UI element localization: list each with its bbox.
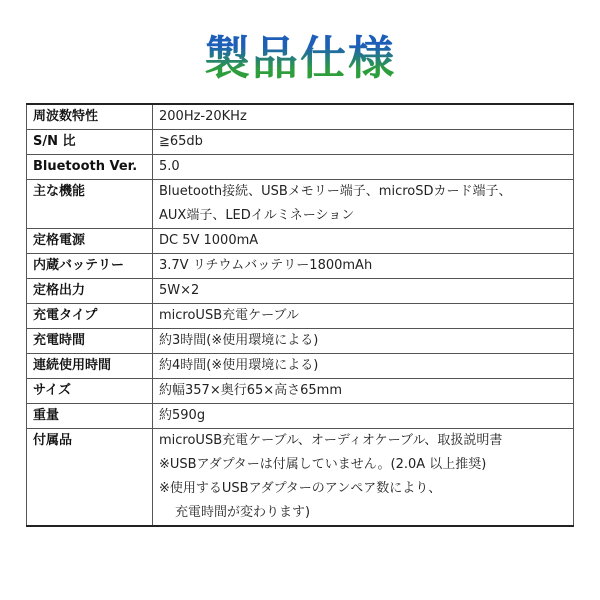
table-row	[27, 304, 574, 329]
spec-label: Bluetooth Ver.	[27, 155, 153, 180]
spec-value-line: microUSB充電ケーブル	[159, 308, 299, 323]
spec-value-line: 約590g	[159, 408, 206, 423]
spec-value-line: 約4時間(※使用環境による)	[159, 358, 319, 373]
table-row	[27, 429, 574, 527]
table-row	[27, 329, 574, 354]
spec-value	[153, 404, 574, 429]
spec-value-line: ※USBアダプターは付属していません。(2.0A 以上推奨)	[159, 457, 487, 472]
spec-value	[153, 180, 574, 229]
spec-label: 内蔵バッテリー	[27, 254, 153, 279]
spec-value	[153, 229, 574, 254]
spec-label: 周波数特性	[27, 104, 153, 130]
spec-value-line: 3.7V リチウムバッテリー1800mAh	[159, 258, 373, 273]
spec-value-line: 約3時間(※使用環境による)	[159, 333, 319, 348]
spec-value-line: AUX端子、LEDイルミネーション	[159, 208, 355, 223]
spec-value-line: 5.0	[159, 159, 180, 174]
spec-value-line: DC 5V 1000mA	[159, 233, 259, 248]
spec-label: 主な機能	[27, 180, 153, 229]
spec-value	[153, 379, 574, 404]
spec-value	[153, 155, 574, 180]
spec-label: 付属品	[27, 429, 153, 527]
spec-value-line: Bluetooth接続、USBメモリー端子、microSDカード端子、	[159, 184, 512, 199]
spec-value-line: ※使用するUSBアダプターのアンペア数により、	[159, 481, 442, 496]
spec-label: 定格電源	[27, 229, 153, 254]
spec-table	[26, 103, 574, 527]
spec-value	[153, 130, 574, 155]
spec-value	[153, 279, 574, 304]
spec-label: 重量	[27, 404, 153, 429]
spec-value-line: ≧65db	[159, 134, 203, 149]
spec-value-line: 充電時間が変わります)	[175, 505, 311, 520]
table-row	[27, 354, 574, 379]
spec-value-line: 約幅357×奥行65×高さ65mm	[159, 383, 343, 398]
table-row	[27, 379, 574, 404]
spec-value-line: 5W×2	[159, 283, 200, 298]
table-row	[27, 104, 574, 130]
spec-value-line: microUSB充電ケーブル、オーディオケーブル、取扱説明書	[159, 433, 503, 448]
spec-label: サイズ	[27, 379, 153, 404]
table-row	[27, 404, 574, 429]
table-row	[27, 229, 574, 254]
table-row	[27, 130, 574, 155]
spec-value	[153, 429, 574, 527]
table-row	[27, 254, 574, 279]
spec-value-line: 200Hz-20KHz	[159, 109, 247, 124]
spec-label: 充電時間	[27, 329, 153, 354]
spec-value	[153, 104, 574, 130]
spec-value	[153, 254, 574, 279]
spec-label: S/N 比	[27, 130, 153, 155]
page-title: 製品仕様	[0, 28, 600, 88]
spec-label: 充電タイプ	[27, 304, 153, 329]
table-row	[27, 155, 574, 180]
table-row	[27, 279, 574, 304]
spec-value	[153, 329, 574, 354]
spec-label: 連続使用時間	[27, 354, 153, 379]
spec-value	[153, 354, 574, 379]
spec-label: 定格出力	[27, 279, 153, 304]
table-row	[27, 180, 574, 229]
spec-value	[153, 304, 574, 329]
